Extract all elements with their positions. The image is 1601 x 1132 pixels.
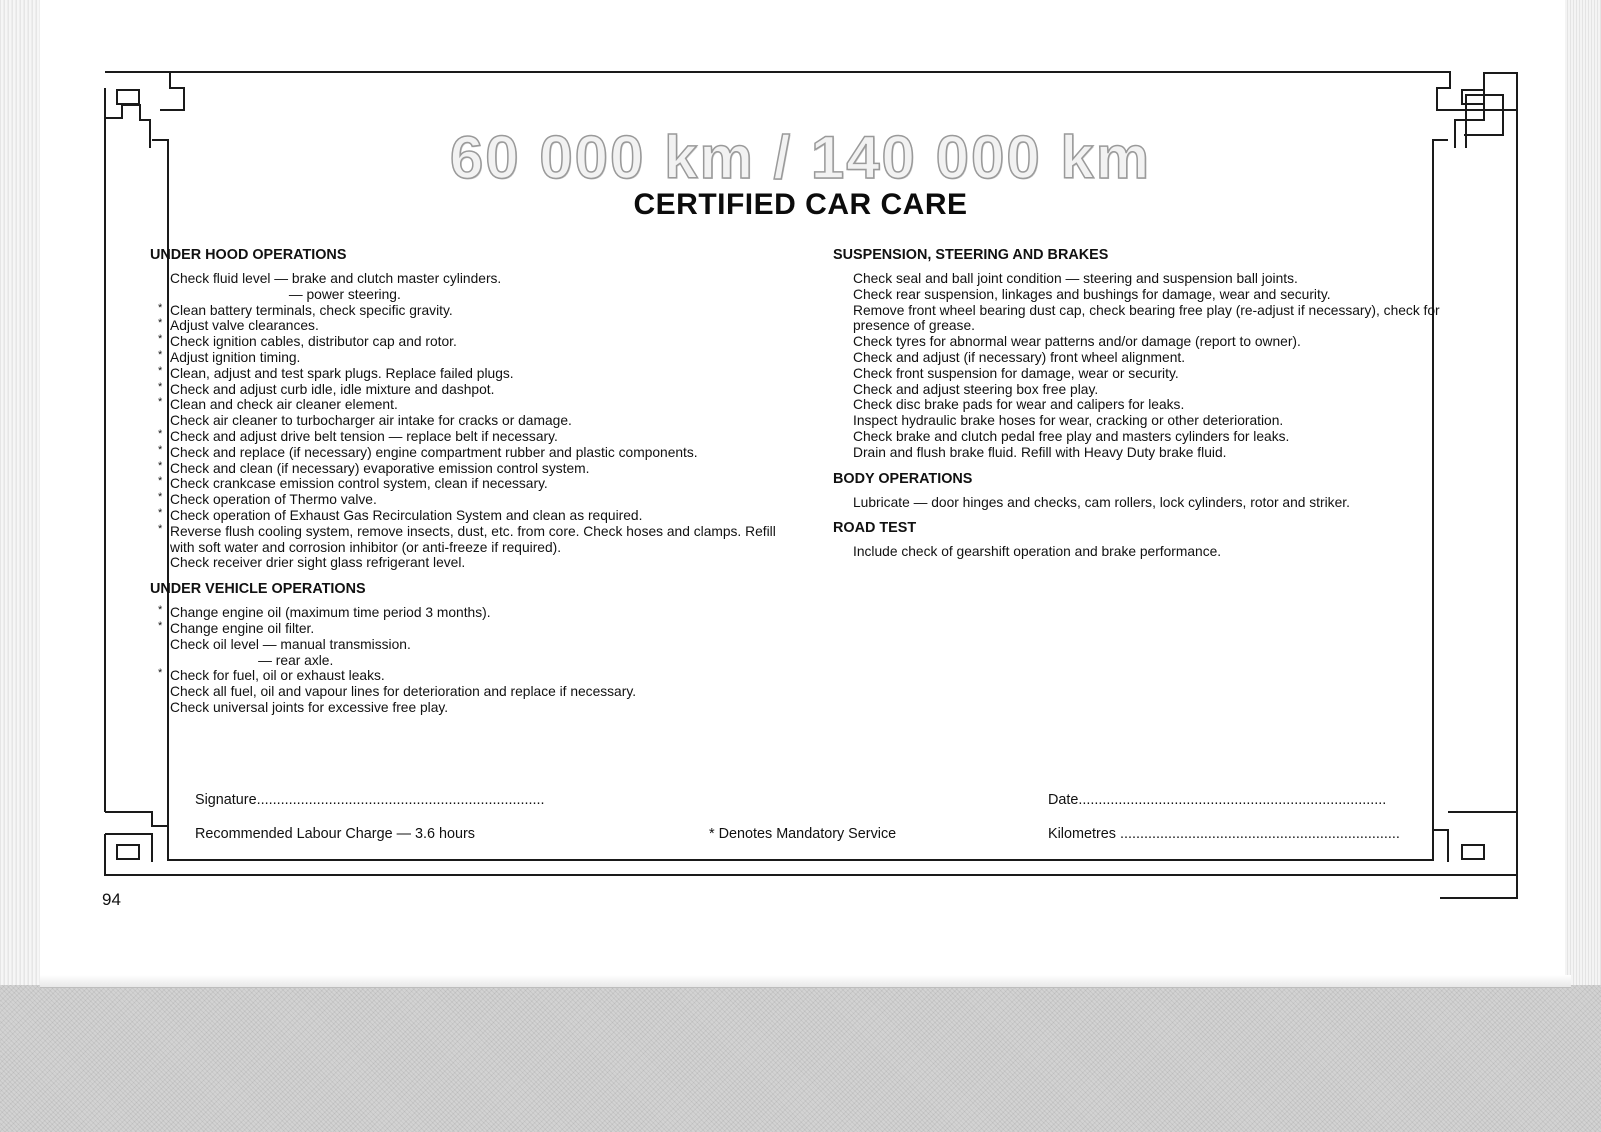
- list-item: [170, 287, 800, 303]
- list-item: [158, 301, 800, 319]
- corner-square-tl: [117, 90, 139, 104]
- corner-ornament-bl-inner: [105, 834, 152, 862]
- list-item: [158, 380, 800, 398]
- section-heading: ROAD TEST: [833, 520, 917, 537]
- mandatory-note: * Denotes Mandatory Service: [709, 826, 897, 842]
- list-item: [853, 397, 1483, 413]
- item-text: Check and adjust drive belt tension — replace belt if necessary.: [170, 428, 558, 444]
- item-text: Check and adjust steering box free play.: [853, 381, 1099, 397]
- list-item: [158, 667, 800, 684]
- item-text: Check oil level — manual transmission.: [170, 636, 411, 652]
- item-text: Change engine oil (maximum time period 3 months).: [170, 605, 491, 621]
- list-item: [158, 443, 800, 461]
- corner-square-br: [1462, 845, 1484, 859]
- list-item: [158, 333, 800, 350]
- section-items: [853, 544, 1483, 560]
- item-text: Check and clean (if necessary) evaporative emission control system.: [170, 460, 590, 476]
- list-item: [158, 619, 800, 637]
- list-item: [158, 348, 800, 366]
- item-text: Check for fuel, oil or exhaust leaks.: [170, 668, 385, 684]
- mandatory-marker: *: [158, 396, 163, 409]
- mandatory-marker: *: [158, 619, 163, 632]
- list-item: [853, 303, 1483, 335]
- item-text: Check and adjust curb idle, idle mixture and dashpot.: [170, 381, 495, 397]
- list-item: [170, 413, 800, 429]
- item-text: Check operation of Thermo valve.: [170, 492, 377, 508]
- list-item: [853, 334, 1483, 350]
- item-text: Inspect hydraulic brake hoses for wear, cracking or other deterioration.: [853, 413, 1284, 429]
- kilometres-field: Kilometres ......................................................................: [1048, 826, 1400, 842]
- item-text: Check and replace (if necessary) engine compartment rubber and plastic components.: [170, 444, 698, 460]
- corner-square-bl: [117, 845, 139, 859]
- item-text: Adjust ignition timing.: [170, 349, 301, 365]
- item-text: Check universal joints for excessive free play.: [170, 699, 449, 715]
- list-item: [158, 506, 800, 524]
- right-column: [833, 246, 1483, 560]
- item-text: Include check of gearshift operation and brake performance.: [853, 544, 1222, 560]
- section-heading: UNDER HOOD OPERATIONS: [150, 247, 347, 263]
- list-item: [158, 396, 800, 413]
- list-item: [158, 475, 800, 492]
- section-gap: [833, 510, 1483, 519]
- list-item: [170, 637, 800, 653]
- item-text: Check air cleaner to turbocharger air intake for cracks or damage.: [170, 413, 572, 429]
- item-text: Check rear suspension, linkages and bushings for damage, wear and security.: [853, 286, 1331, 302]
- item-text: — power steering.: [170, 286, 401, 302]
- mandatory-marker: *: [158, 317, 163, 330]
- page-number: 94: [102, 890, 121, 909]
- mandatory-marker: *: [158, 491, 163, 504]
- item-text: Adjust valve clearances.: [170, 318, 319, 334]
- list-item: [158, 522, 800, 556]
- list-item: [853, 544, 1483, 560]
- item-text: Clean and check air cleaner element.: [170, 397, 398, 413]
- list-item: [170, 555, 800, 571]
- mandatory-marker: *: [158, 348, 163, 361]
- section-gap: [833, 461, 1483, 470]
- list-item: [170, 271, 800, 287]
- list-item: [158, 317, 800, 334]
- list-item: [170, 653, 800, 669]
- item-text: Reverse flush cooling system, remove insects, dust, etc. from core. Check hoses and clamps. Refill with soft water and corrosion inhibitor (or anti-freeze if required).: [170, 523, 780, 555]
- item-text: — rear axle.: [170, 652, 334, 668]
- item-text: Check receiver drier sight glass refrigerant level.: [170, 555, 466, 571]
- mandatory-marker: *: [158, 301, 163, 314]
- mandatory-marker: *: [158, 427, 163, 440]
- item-text: Check and adjust (if necessary) front wheel alignment.: [853, 349, 1186, 365]
- section-heading: BODY OPERATIONS: [833, 470, 973, 487]
- mandatory-marker: *: [158, 506, 163, 519]
- section-gap: [150, 571, 800, 580]
- item-text: Check seal and ball joint condition — steering and suspension ball joints.: [853, 271, 1298, 286]
- list-item: [170, 700, 800, 716]
- mandatory-marker: *: [158, 443, 163, 456]
- corner-ornament-bottom-left: [105, 812, 168, 826]
- list-item: [853, 350, 1483, 366]
- item-text: Check front suspension for damage, wear or security.: [853, 365, 1179, 381]
- list-item: [853, 366, 1483, 382]
- list-item: [853, 413, 1483, 429]
- section-items: [158, 604, 800, 716]
- mandatory-marker: *: [158, 459, 163, 472]
- section-heading: UNDER VEHICLE OPERATIONS: [150, 581, 366, 598]
- section-items: [853, 271, 1483, 461]
- list-item: [158, 491, 800, 508]
- list-item: [853, 495, 1483, 511]
- item-text: Check brake and clutch pedal free play and masters cylinders for leaks.: [853, 428, 1290, 444]
- list-item: [158, 427, 800, 445]
- section-items: [853, 495, 1483, 511]
- section-heading: SUSPENSION, STEERING AND BRAKES: [833, 247, 1109, 263]
- mandatory-marker: *: [158, 604, 163, 617]
- item-text: Lubricate — door hinges and checks, cam rollers, lock cylinders, rotor and striker.: [853, 494, 1350, 510]
- item-text: Check disc brake pads for wear and calipers for leaks.: [853, 397, 1185, 413]
- list-item: [853, 271, 1483, 287]
- list-item: [853, 445, 1483, 461]
- item-text: Remove front wheel bearing dust cap, check bearing free play (re-adjust if necessary), check for presence of grease.: [853, 302, 1444, 334]
- list-item: [853, 382, 1483, 398]
- list-item: [170, 684, 800, 700]
- labour-charge: Recommended Labour Charge — 3.6 hours: [195, 826, 475, 842]
- left-column: [150, 246, 800, 716]
- item-text: Clean, adjust and test spark plugs. Replace failed plugs.: [170, 365, 514, 381]
- item-text: Drain and flush brake fluid. Refill with Heavy Duty brake fluid.: [853, 444, 1227, 460]
- list-item: [853, 429, 1483, 445]
- list-item: [158, 364, 800, 382]
- mandatory-marker: *: [158, 364, 163, 377]
- mandatory-marker: *: [158, 333, 163, 346]
- item-text: Check all fuel, oil and vapour lines for deterioration and replace if necessary.: [170, 684, 637, 700]
- mileage-heading: 60 000 km / 140 000 km: [449, 124, 1152, 191]
- item-text: Clean battery terminals, check specific gravity.: [170, 302, 453, 318]
- list-item: [158, 459, 800, 477]
- item-text: Check ignition cables, distributor cap and rotor.: [170, 334, 457, 350]
- item-text: Change engine oil filter.: [170, 620, 315, 636]
- item-text: Check operation of Exhaust Gas Recirculation System and clean as required.: [170, 507, 643, 523]
- list-item: [158, 604, 800, 621]
- date-field: Date.............................................................................: [1048, 792, 1387, 808]
- mandatory-marker: *: [158, 522, 163, 535]
- section-items: [158, 271, 800, 571]
- mandatory-marker: *: [158, 475, 163, 488]
- page-title: CERTIFIED CAR CARE: [633, 188, 968, 221]
- list-item: [853, 287, 1483, 303]
- item-text: Check crankcase emission control system, clean if necessary.: [170, 476, 548, 492]
- item-text: Check fluid level — brake and clutch master cylinders.: [170, 271, 502, 286]
- corner-ornament-br-inner: [1433, 830, 1448, 862]
- signature-field: Signature........................................................................: [195, 792, 545, 808]
- mandatory-marker: *: [158, 380, 163, 393]
- item-text: Check tyres for abnormal wear patterns and/or damage (report to owner).: [853, 334, 1301, 350]
- mandatory-marker: *: [158, 667, 163, 680]
